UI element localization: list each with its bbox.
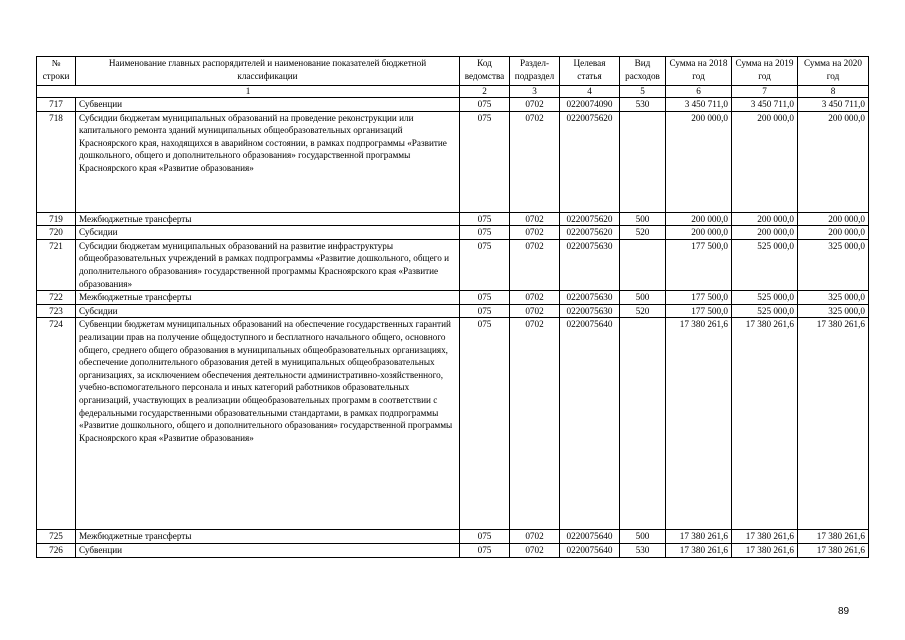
row-target: 0220075640	[560, 530, 620, 544]
header-type: Вид расходов	[620, 57, 666, 86]
row-type: 500	[620, 212, 666, 226]
row-type: 500	[620, 291, 666, 305]
row-section: 0702	[510, 111, 560, 212]
table-row	[37, 111, 869, 212]
row-target: 0220075620	[560, 226, 620, 240]
row-type: 530	[620, 543, 666, 557]
row-type	[620, 239, 666, 290]
table-row	[37, 291, 869, 305]
row-sum-2019: 525 000,0	[732, 304, 798, 318]
header-sum-2019: Сумма на 2019 год	[732, 57, 798, 86]
row-dept: 075	[460, 291, 510, 305]
header-row	[37, 57, 869, 86]
row-number: 725	[37, 530, 76, 544]
table-row	[37, 98, 869, 112]
table-row	[37, 226, 869, 240]
row-name: Межбюджетные трансферты	[76, 530, 460, 544]
table-row	[37, 239, 869, 290]
column-number: 2	[460, 86, 510, 98]
row-target: 0220075620	[560, 111, 620, 212]
header-section: Раздел-подраздел	[510, 57, 560, 86]
row-section: 0702	[510, 212, 560, 226]
row-sum-2018: 17 380 261,6	[666, 543, 732, 557]
row-section: 0702	[510, 543, 560, 557]
table-row	[37, 318, 869, 530]
row-sum-2018: 3 450 711,0	[666, 98, 732, 112]
row-number: 723	[37, 304, 76, 318]
column-number: 6	[666, 86, 732, 98]
header-sum-2020: Сумма на 2020 год	[798, 57, 869, 86]
row-name: Межбюджетные трансферты	[76, 212, 460, 226]
row-dept: 075	[460, 304, 510, 318]
row-sum-2018: 200 000,0	[666, 111, 732, 212]
page-number: 89	[838, 606, 850, 617]
row-number: 720	[37, 226, 76, 240]
row-sum-2018: 17 380 261,6	[666, 530, 732, 544]
row-target: 0220075630	[560, 239, 620, 290]
row-target: 0220075640	[560, 318, 620, 530]
row-sum-2019: 525 000,0	[732, 291, 798, 305]
row-name: Субсидии	[76, 304, 460, 318]
row-number: 722	[37, 291, 76, 305]
row-section: 0702	[510, 530, 560, 544]
row-dept: 075	[460, 98, 510, 112]
row-sum-2020: 325 000,0	[798, 239, 869, 290]
header-row-no: № строки	[37, 57, 76, 86]
row-name: Субвенции бюджетам муниципальных образований на обеспечение государственных гарантий реализации прав на получение общедоступного и бесплатного начального общего, основного общего, среднего общего образования в муниципальных общеобразовательных организациях, обеспечение дополнительного образования детей в муниципальных общеобразовательных организациях, за исключением обеспечения деятельности административно-хозяйственного, учебно-вспомогательного персонала и иных категорий работников образовательных организаций, участвующих в реализации общеобразовательных программ в соответствии с федеральными государственными образовательными стандартами, в рамках подпрограммы «Развитие дошкольного, общего и дополнительного образования» государственной программы Красноярского края «Развитие образования»	[76, 318, 460, 530]
row-dept: 075	[460, 226, 510, 240]
column-number: 8	[798, 86, 869, 98]
row-sum-2020: 325 000,0	[798, 291, 869, 305]
row-sum-2018: 17 380 261,6	[666, 318, 732, 530]
table-row	[37, 530, 869, 544]
row-sum-2020: 325 000,0	[798, 304, 869, 318]
row-sum-2020: 200 000,0	[798, 212, 869, 226]
row-name: Субсидии бюджетам муниципальных образований на развитие инфраструктуры общеобразовательных учреждений в рамках подпрограммы «Развитие дошкольного, общего и дополнительного образования» государственной программы Красноярского края «Развитие образования»	[76, 239, 460, 290]
column-number: 5	[620, 86, 666, 98]
table-row	[37, 212, 869, 226]
row-sum-2020: 200 000,0	[798, 111, 869, 212]
row-name: Субсидии	[76, 226, 460, 240]
column-number: 4	[560, 86, 620, 98]
row-type	[620, 318, 666, 530]
row-dept: 075	[460, 239, 510, 290]
row-sum-2020: 3 450 711,0	[798, 98, 869, 112]
row-section: 0702	[510, 304, 560, 318]
header-name: Наименование главных распорядителей и наименование показателей бюджетной классификации	[76, 57, 460, 86]
row-sum-2019: 200 000,0	[732, 226, 798, 240]
row-section: 0702	[510, 98, 560, 112]
row-dept: 075	[460, 318, 510, 530]
row-sum-2019: 200 000,0	[732, 212, 798, 226]
row-sum-2019: 3 450 711,0	[732, 98, 798, 112]
row-sum-2020: 17 380 261,6	[798, 543, 869, 557]
budget-table	[36, 56, 869, 558]
row-dept: 075	[460, 530, 510, 544]
row-sum-2019: 200 000,0	[732, 111, 798, 212]
row-type	[620, 111, 666, 212]
row-target: 0220075620	[560, 212, 620, 226]
column-number-row	[37, 86, 869, 98]
row-name: Субвенции	[76, 543, 460, 557]
row-sum-2020: 17 380 261,6	[798, 530, 869, 544]
row-sum-2020: 17 380 261,6	[798, 318, 869, 530]
row-target: 0220074090	[560, 98, 620, 112]
row-type: 530	[620, 98, 666, 112]
row-target: 0220075640	[560, 543, 620, 557]
column-number: 3	[510, 86, 560, 98]
row-sum-2019: 17 380 261,6	[732, 318, 798, 530]
row-target: 0220075630	[560, 291, 620, 305]
row-number: 726	[37, 543, 76, 557]
row-number: 724	[37, 318, 76, 530]
row-number: 721	[37, 239, 76, 290]
row-dept: 075	[460, 111, 510, 212]
row-number: 718	[37, 111, 76, 212]
row-number: 717	[37, 98, 76, 112]
row-name: Субвенции	[76, 98, 460, 112]
table-row	[37, 543, 869, 557]
row-section: 0702	[510, 226, 560, 240]
row-sum-2018: 177 500,0	[666, 239, 732, 290]
row-name: Межбюджетные трансферты	[76, 291, 460, 305]
row-type: 500	[620, 530, 666, 544]
row-number: 719	[37, 212, 76, 226]
row-sum-2019: 17 380 261,6	[732, 543, 798, 557]
row-section: 0702	[510, 291, 560, 305]
row-sum-2018: 177 500,0	[666, 291, 732, 305]
header-target: Целевая статья	[560, 57, 620, 86]
column-number: 1	[37, 86, 460, 98]
row-target: 0220075630	[560, 304, 620, 318]
header-sum-2018: Сумма на 2018 год	[666, 57, 732, 86]
row-sum-2018: 200 000,0	[666, 226, 732, 240]
row-dept: 075	[460, 543, 510, 557]
table-row	[37, 304, 869, 318]
row-dept: 075	[460, 212, 510, 226]
column-number: 7	[732, 86, 798, 98]
row-sum-2018: 200 000,0	[666, 212, 732, 226]
row-sum-2020: 200 000,0	[798, 226, 869, 240]
row-type: 520	[620, 304, 666, 318]
header-dept: Код ведомства	[460, 57, 510, 86]
row-sum-2019: 17 380 261,6	[732, 530, 798, 544]
row-name: Субсидии бюджетам муниципальных образований на проведение реконструкции или капитального ремонта зданий муниципальных общеобразовательных организаций Красноярского края, находящихся в аварийном состоянии, в рамках подпрограммы «Развитие дошкольного, общего и дополнительного образования» государственной программы Красноярского края «Развитие образования»	[76, 111, 460, 212]
row-sum-2019: 525 000,0	[732, 239, 798, 290]
row-type: 520	[620, 226, 666, 240]
row-section: 0702	[510, 318, 560, 530]
row-section: 0702	[510, 239, 560, 290]
row-sum-2018: 177 500,0	[666, 304, 732, 318]
